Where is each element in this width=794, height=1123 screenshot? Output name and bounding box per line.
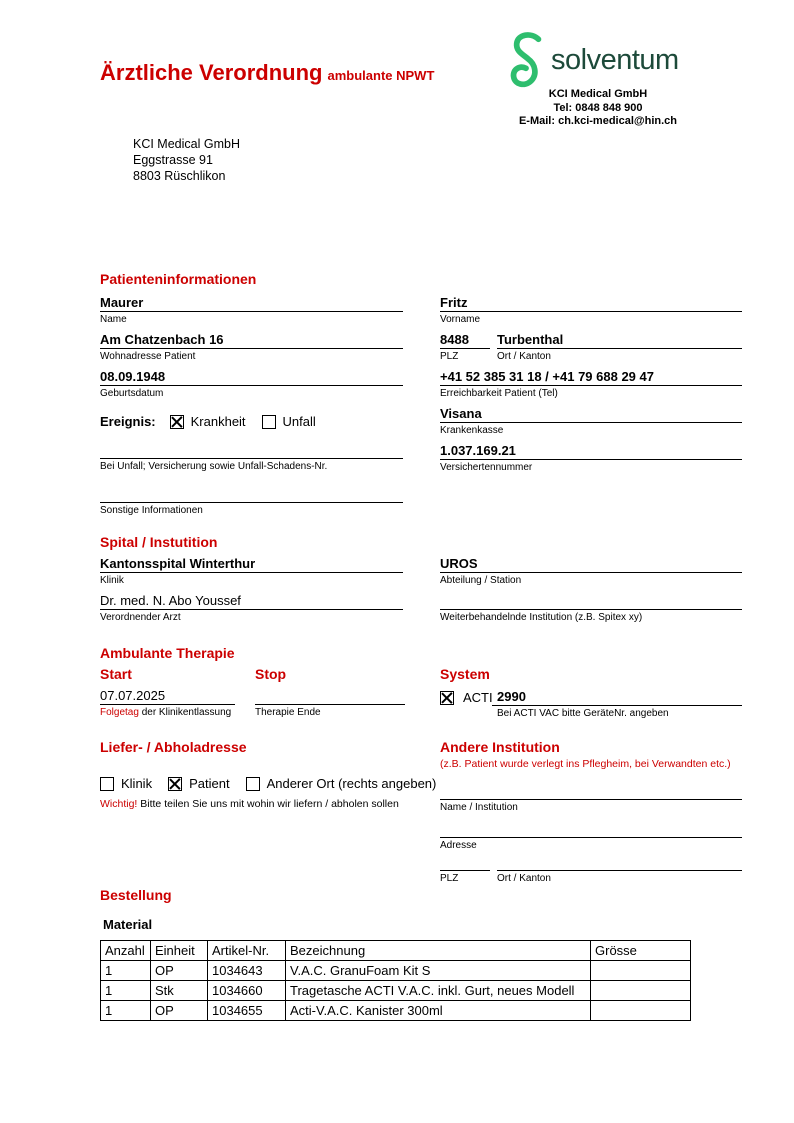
field-institution-ort-label: Ort / Kanton: [497, 873, 551, 884]
field-erreichbarkeit: [440, 369, 742, 400]
field-arzt-value: Dr. med. N. Abo Youssef: [100, 593, 403, 610]
material-table-header-row: [101, 941, 691, 961]
field-wohnadresse: [100, 332, 403, 363]
field-ort: [497, 332, 742, 363]
field-institution-name: [440, 783, 742, 814]
therapie-start-label: Start: [100, 666, 132, 682]
liefer-option-patient: [168, 776, 229, 791]
field-geburtsdatum-value: 08.09.1948: [100, 369, 403, 386]
field-institution-plz-label: PLZ: [440, 873, 459, 884]
section-heading-spital: Spital / Instutition: [100, 534, 218, 550]
cell-anzahl: 1: [101, 961, 151, 981]
field-sonstige: [100, 486, 403, 517]
klinik-option-label: Klinik: [121, 776, 153, 791]
field-abteilung-label: Abteilung / Station: [440, 575, 522, 586]
field-institution-adresse: [440, 821, 742, 852]
field-unfall-nr-label: Bei Unfall; Versicherung sowie Unfall-Schadens-Nr.: [100, 461, 328, 472]
field-arzt: [100, 593, 403, 624]
sender-address-block: [133, 136, 240, 184]
col-header-anzahl: Anzahl: [101, 941, 151, 961]
col-header-bezeichnung: Bezeichnung: [286, 941, 591, 961]
field-therapie-stop-label: Therapie Ende: [255, 707, 321, 718]
andere-institution-note: (z.B. Patient wurde verlegt ins Pflegheim, bei Verwandten etc.): [440, 758, 731, 770]
krankheit-label: Krankheit: [190, 414, 246, 429]
therapie-stop-label: Stop: [255, 666, 287, 682]
field-device-nr-value: 2990: [492, 689, 742, 706]
field-device-nr: [492, 689, 742, 720]
solventum-s-icon: [505, 31, 545, 89]
col-header-artikel-nr: Artikel-Nr.: [208, 941, 286, 961]
contact-email: E-Mail: ch.kci-medical@hin.ch: [518, 115, 678, 127]
liefer-option-anderer-ort: [246, 776, 437, 791]
cell-bezeichnung: Acti-V.A.C. Kanister 300ml: [286, 1001, 591, 1021]
field-wohnadresse-label: Wohnadresse Patient: [100, 351, 196, 362]
section-heading-liefer: Liefer- / Abholadresse: [100, 739, 247, 755]
wichtig-red-text: Wichtig!: [100, 798, 138, 810]
field-plz: [440, 332, 490, 363]
field-plz-value: 8488: [440, 332, 490, 349]
field-institution-ort: [497, 854, 742, 885]
ereignis-label: Ereignis:: [100, 414, 156, 429]
cell-einheit: OP: [151, 1001, 208, 1021]
field-versichertennummer-value: 1.037.169.21: [440, 443, 742, 460]
section-heading-system: System: [440, 666, 490, 682]
patient-checkbox[interactable]: [168, 777, 182, 791]
liefer-option-klinik: [100, 776, 152, 791]
company-contact-block: [468, 88, 728, 129]
cell-einheit: Stk: [151, 981, 208, 1001]
field-vorname-value: Fritz: [440, 295, 742, 312]
acti-checkbox[interactable]: [440, 691, 454, 705]
field-erreichbarkeit-label: Erreichbarkeit Patient (Tel): [440, 388, 558, 399]
field-name-value: Maurer: [100, 295, 403, 312]
sender-line-2: Eggstrasse 91: [133, 153, 213, 167]
field-device-nr-hint: Bei ACTI VAC bitte GeräteNr. angeben: [497, 708, 669, 719]
field-ort-label: Ort / Kanton: [497, 351, 551, 362]
field-institution-plz-value: [440, 854, 490, 871]
ereignis-option-unfall: [262, 414, 316, 429]
solventum-logo: [505, 31, 679, 89]
cell-groesse: [591, 961, 691, 981]
field-institution-adresse-value: [440, 821, 742, 838]
ereignis-row: [100, 414, 332, 429]
cell-artikel-nr: 1034655: [208, 1001, 286, 1021]
field-unfall-nr-value: [100, 442, 403, 459]
krankheit-checkbox[interactable]: [170, 415, 184, 429]
solventum-wordmark: solventum: [551, 43, 679, 76]
liefer-options-row: [100, 776, 452, 791]
field-erreichbarkeit-value: +41 52 385 31 18 / +41 79 688 29 47: [440, 369, 742, 386]
section-heading-andere-institution: Andere Institution: [440, 739, 560, 755]
unfall-checkbox[interactable]: [262, 415, 276, 429]
cell-einheit: OP: [151, 961, 208, 981]
field-vorname: [440, 295, 742, 326]
page-title: [100, 60, 434, 86]
field-geburtsdatum: [100, 369, 403, 400]
ereignis-option-krankheit: [170, 414, 246, 429]
cell-artikel-nr: 1034643: [208, 961, 286, 981]
field-krankenkasse-label: Krankenkasse: [440, 425, 504, 436]
klinik-checkbox[interactable]: [100, 777, 114, 791]
field-arzt-label: Verordnender Arzt: [100, 612, 181, 623]
field-geburtsdatum-label: Geburtsdatum: [100, 388, 164, 399]
form-title: Ärztliche Verordnung: [100, 60, 323, 85]
cell-anzahl: 1: [101, 1001, 151, 1021]
field-institution-adresse-label: Adresse: [440, 840, 477, 851]
field-therapie-stop: [255, 688, 405, 719]
field-plz-label: PLZ: [440, 351, 459, 362]
section-heading-therapie: Ambulante Therapie: [100, 645, 235, 661]
field-abteilung: [440, 556, 742, 587]
cell-groesse: [591, 1001, 691, 1021]
field-unfall-nr: [100, 442, 403, 473]
field-klinik-label: Klinik: [100, 575, 124, 586]
field-institution-ort-value: [497, 854, 742, 871]
sender-line-3: 8803 Rüschlikon: [133, 169, 226, 183]
field-therapie-stop-value: [255, 688, 405, 705]
field-ort-value: Turbenthal: [497, 332, 742, 349]
liefer-note: [100, 798, 399, 810]
acti-label: ACTI: [463, 690, 493, 705]
table-row: [101, 1001, 691, 1021]
field-krankenkasse: [440, 406, 742, 437]
folgetag-rest-text: der Klinikentlassung: [138, 707, 232, 718]
field-therapie-start-value: 07.07.2025: [100, 688, 235, 705]
field-institution-name-label: Name / Institution: [440, 802, 518, 813]
folgetag-red-text: Folgetag: [100, 707, 139, 718]
form-subtitle: ambulante NPWT: [327, 68, 435, 83]
material-table: [100, 940, 691, 1021]
contact-company: KCI Medical GmbH: [548, 88, 648, 100]
cell-artikel-nr: 1034660: [208, 981, 286, 1001]
patient-option-label: Patient: [189, 776, 230, 791]
field-weiterbehandelnde: [440, 593, 742, 624]
anderer-ort-checkbox[interactable]: [246, 777, 260, 791]
field-sonstige-value: [100, 486, 403, 503]
field-institution-plz: [440, 854, 490, 885]
field-versichertennummer: [440, 443, 742, 474]
section-heading-bestellung: Bestellung: [100, 887, 172, 903]
col-header-einheit: Einheit: [151, 941, 208, 961]
field-vorname-label: Vorname: [440, 314, 481, 325]
field-weiterbehandelnde-value: [440, 593, 742, 610]
wichtig-rest-text: Bitte teilen Sie uns mit wohin wir liefern / abholen sollen: [137, 798, 399, 810]
table-row: [101, 961, 691, 981]
material-subheading: Material: [103, 917, 153, 932]
field-wohnadresse-value: Am Chatzenbach 16: [100, 332, 403, 349]
anderer-ort-option-label: Anderer Ort (rechts angeben): [266, 776, 437, 791]
field-therapie-start: [100, 688, 235, 719]
cell-anzahl: 1: [101, 981, 151, 1001]
field-therapie-start-label: [100, 705, 235, 719]
field-weiterbehandelnde-label: Weiterbehandelnde Institution (z.B. Spitex xy): [440, 612, 643, 623]
sender-line-1: KCI Medical GmbH: [133, 137, 240, 151]
field-name-label: Name: [100, 314, 127, 325]
field-klinik-value: Kantonsspital Winterthur: [100, 556, 403, 573]
field-versichertennummer-label: Versichertennummer: [440, 462, 533, 473]
field-abteilung-value: UROS: [440, 556, 742, 573]
section-heading-patient: Patienteninformationen: [100, 271, 257, 287]
field-klinik: [100, 556, 403, 587]
table-row: [101, 981, 691, 1001]
cell-groesse: [591, 981, 691, 1001]
unfall-label: Unfall: [282, 414, 316, 429]
contact-tel: Tel: 0848 848 900: [553, 101, 643, 114]
cell-bezeichnung: V.A.C. GranuFoam Kit S: [286, 961, 591, 981]
field-krankenkasse-value: Visana: [440, 406, 742, 423]
field-sonstige-label: Sonstige Informationen: [100, 505, 203, 516]
cell-bezeichnung: Tragetasche ACTI V.A.C. inkl. Gurt, neues Modell: [286, 981, 591, 1001]
field-institution-name-value: [440, 783, 742, 800]
col-header-groesse: Grösse: [591, 941, 691, 961]
field-name: [100, 295, 403, 326]
